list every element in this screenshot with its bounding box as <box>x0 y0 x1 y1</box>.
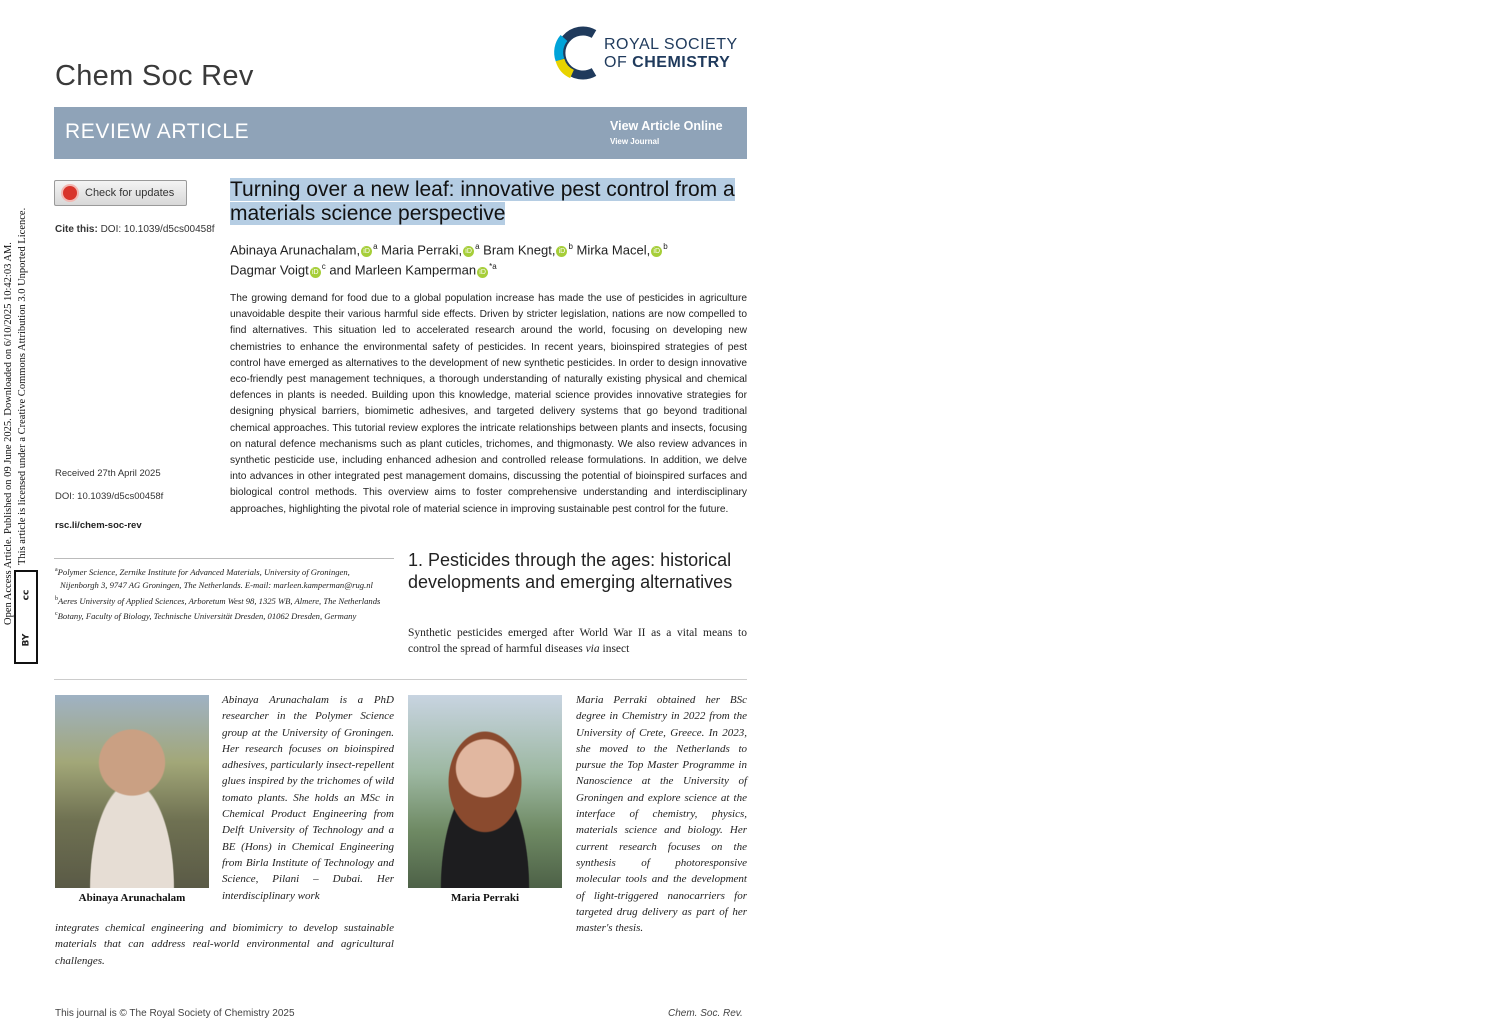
view-article-online-link[interactable]: View Article Online <box>610 119 723 133</box>
journal-link[interactable]: rsc.li/chem-soc-rev <box>55 520 142 531</box>
cite-doi[interactable]: DOI: 10.1039/d5cs00458f <box>100 224 215 235</box>
cc-label: cc <box>20 589 31 600</box>
author-photo-perraki <box>408 695 562 888</box>
rsc-logo-icon <box>552 24 602 82</box>
check-for-updates-button[interactable] <box>54 180 187 206</box>
license-notice[interactable]: This article is licensed under a Creative Commons Attribution 3.0 Unported Licence. <box>17 207 28 565</box>
bio-divider <box>54 679 747 680</box>
bio-text-perraki: Maria Perraki obtained her BSc degree in Chemistry in 2022 from the University of Crete, Greece. In 2023, she moved to the Netherlands to pursue the Top Master Programme in Nanoscience at the University of Groningen and explore science at the interface of chemistry, physics, materials science and biology. Her current research focuses on the synthesis of photoresponsive molecular tools and the development of light-triggered nanocarriers for targeted drug delivery as part of her master's thesis. <box>576 694 747 935</box>
orcid-icon[interactable]: iD <box>463 246 474 257</box>
received-date: Received 27th April 2025 <box>55 468 161 479</box>
rsc-wordmark <box>604 36 738 72</box>
journal-abbrev-footer: Chem. Soc. Rev. <box>668 1008 743 1019</box>
doi[interactable]: DOI: 10.1039/d5cs00458f <box>55 491 164 502</box>
photo-caption: Maria Perraki <box>450 892 520 904</box>
footnote-divider <box>54 558 394 559</box>
author[interactable]: Dagmar Voigt <box>230 262 309 278</box>
by-label: BY <box>20 633 31 646</box>
orcid-icon[interactable]: iD <box>477 267 488 278</box>
cc-by-badge[interactable] <box>14 570 38 664</box>
affiliation-a: $^a$Polymer Science, Zernike Institute for Advanced Materials, University of Groningen, Nijenborgh 3, 9747 AG Groningen, The Netherlands. E-mail: marleen.kamperman@rug.nl <box>55 566 373 591</box>
section-body: Synthetic pesticides emerged after World War II as a vital means to control the spread of harmful diseases via insect <box>408 627 747 656</box>
author[interactable]: Bram Knegt, <box>483 242 556 258</box>
bio-text-arunachalam: Abinaya Arunachalam is a PhD researcher in the Polymer Science group at the University of Groningen. Her research focuses on bioinspired adhesives, particularly insect-repellent glues inspired by the trichomes of wild tomato plants. She holds an MSc in Chemical Product Engineering from Delft University of Technology and a BE (Hons) in Chemical Engineering from Birla Institute of Technology and Science, Pilani – Dubai. Her interdisciplinary work <box>222 694 394 902</box>
copyright-footer: This journal is © The Royal Society of Chemistry 2025 <box>55 1008 295 1019</box>
check-for-updates-label: Check for updates <box>85 187 175 199</box>
author-photo-arunachalam <box>55 695 209 888</box>
journal-title: Chem Soc Rev <box>55 60 254 92</box>
author[interactable]: Abinaya Arunachalam, <box>230 242 361 258</box>
rsc-logo[interactable] <box>552 24 752 82</box>
affiliation-c: $^c$Botany, Faculty of Biology, Technische Universität Dresden, 01062 Dresden, Germany <box>55 610 357 621</box>
orcid-icon[interactable]: iD <box>310 267 321 278</box>
orcid-icon[interactable]: iD <box>651 246 662 257</box>
article-type-banner <box>54 107 747 159</box>
article-title: Turning over a new leaf: innovative pest control from a materials science perspective <box>230 178 735 225</box>
section-heading: 1. Pesticides through the ages: historical developments and emerging alternatives <box>408 550 733 592</box>
rsc-line1: ROYAL SOCIETY <box>604 36 738 53</box>
side-license-strip <box>0 0 40 700</box>
view-journal-link[interactable]: View Journal <box>610 137 660 146</box>
orcid-icon[interactable]: iD <box>361 246 372 257</box>
bio-text-arunachalam-cont: integrates chemical engineering and biomimicry to develop sustainable materials that can address real-world environmental and agricultural challenges. <box>55 922 394 967</box>
affiliation-b: $^b$Aeres University of Applied Sciences, Arboretum West 98, 1325 WB, Almere, The Netherlands <box>55 595 381 606</box>
abstract: The growing demand for food due to a global population increase has made the use of pesticides in agriculture unavoidable despite their various harmful side effects. Driven by stricter legislation, nations are now compelled to find alternatives. This situation led to accelerated research around the world, focusing on developing new chemistries to enhance the environmental safety of pesticides. In recent years, bioinspired strategies of pest control have emerged as alternatives to the development of new synthetic pesticides. In order to design innovative eco-friendly pest management techniques, a thorough understanding of naturally existing physical and chemical defences in plants is needed. Building upon this knowledge, material science provides innovative strategies for designing physical barriers, biomimetic adhesives, and targeted delivery systems that go beyond traditional chemical approaches. This tutorial review explores the intricate relationships between plants and insects, focusing on natural defence mechanisms such as plant cuticles, trichomes, and thigmonasty. We also review advances in synthetic pesticide use, including enhanced adhesion and controlled release formulations. In addition, we delve into advances in other integrated pest management domains, discussing the potential of bioinspired surfaces and biological control methods. This overview aims to foster comprehensive understanding and interdisciplinary approaches, highlighting the pivotal role of material science in improving sustainable pest control for the future. <box>230 293 747 515</box>
open-access-notice: Open Access Article. Published on 09 June 2025. Downloaded on 6/10/2025 10:42:03 AM. <box>3 242 14 625</box>
author[interactable]: Marleen Kamperman <box>354 262 477 278</box>
author-list: Abinaya Arunachalam, $iD^a$ Maria Perraki, $iD^a$ Bram Knegt, $iD^b$ Mirka Macel, $iD^b$ Dagmar Voigt $iD^c$ and Marleen Kamperman $iD^{*a}$ <box>230 242 668 278</box>
photo-caption: Abinaya Arunachalam <box>78 892 186 904</box>
author[interactable]: Mirka Macel, <box>576 242 651 258</box>
orcid-icon[interactable]: iD <box>556 246 567 257</box>
bookmark-icon <box>61 184 79 202</box>
article-type-label: REVIEW ARTICLE <box>65 120 250 143</box>
cite-this: Cite this: DOI: 10.1039/d5cs00458f <box>55 224 215 235</box>
author[interactable]: Maria Perraki, <box>381 242 463 258</box>
affiliations <box>55 564 385 623</box>
rsc-line2: OF CHEMISTRY <box>604 54 731 71</box>
